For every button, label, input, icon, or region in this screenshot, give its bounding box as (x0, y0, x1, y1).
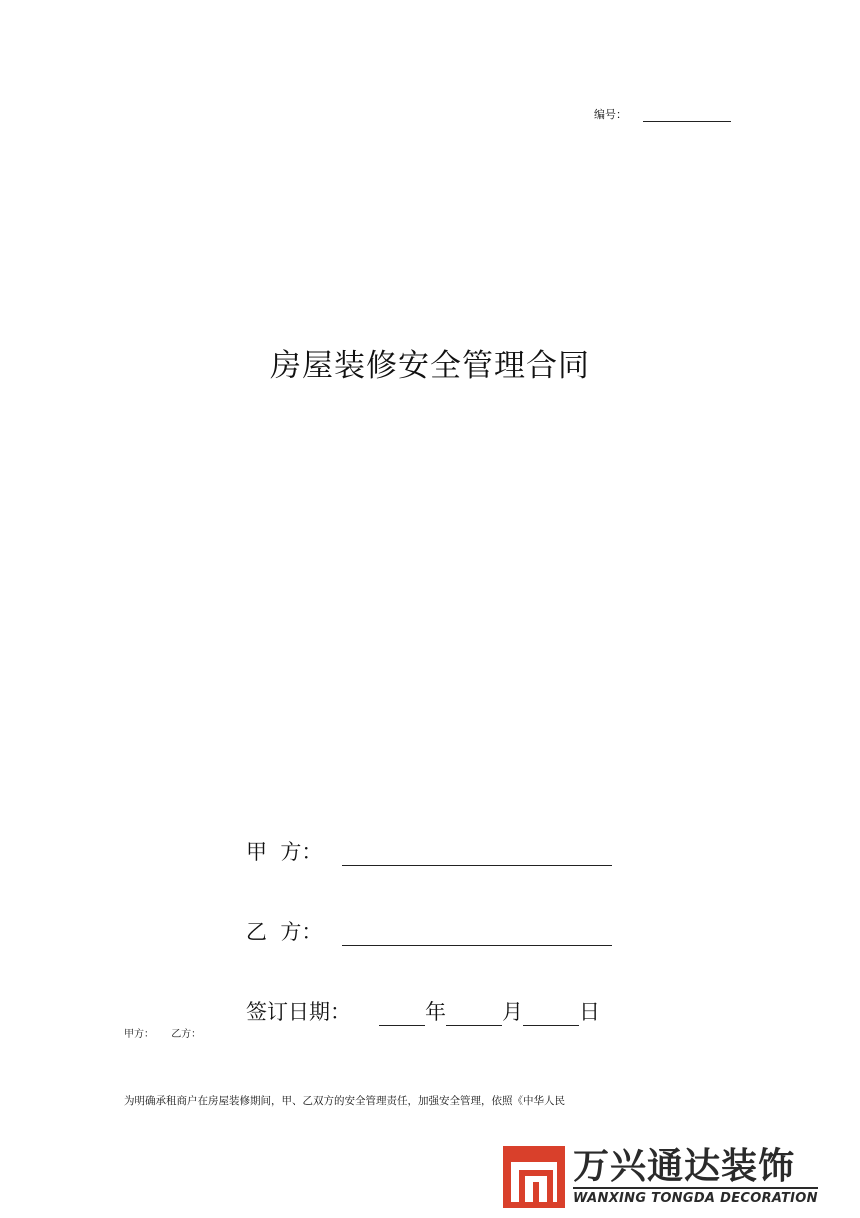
brand-name-cn: 万兴通达装饰 (573, 1145, 796, 1187)
brand-watermark (503, 1142, 843, 1212)
party-a-field (246, 836, 612, 866)
party-b-short: 乙方： (171, 1029, 202, 1040)
party-a-label: 甲 方： (246, 840, 323, 864)
sign-date-field (246, 996, 600, 1026)
day-blank-line (523, 1005, 579, 1026)
serial-label: 编号： (594, 108, 627, 121)
party-b-blank-line (342, 923, 612, 946)
serial-number (594, 106, 731, 122)
brand-name-en: WANXING TONGDA DECORATION (573, 1187, 818, 1208)
month-label: 月 (502, 1000, 523, 1024)
party-a-blank-line (342, 843, 612, 866)
sign-date-label: 签订日期： (246, 1000, 351, 1024)
year-label: 年 (425, 1000, 446, 1024)
party-b-field (246, 916, 612, 946)
day-label: 日 (579, 1000, 600, 1024)
document-title: 房屋装修安全管理合同 (270, 348, 590, 384)
party-b-label: 乙 方： (246, 920, 323, 944)
parties-line (124, 1025, 201, 1040)
party-a-short: 甲方： (124, 1029, 154, 1040)
intro-paragraph: 为明确承租商户在房屋装修期间，甲、乙双方的安全管理责任，加强安全管理，依照《中华人民 (124, 1095, 565, 1107)
serial-blank-line (643, 109, 731, 122)
brand-logo-icon (503, 1146, 565, 1208)
month-blank-line (446, 1005, 502, 1026)
year-blank-line (379, 1005, 425, 1026)
